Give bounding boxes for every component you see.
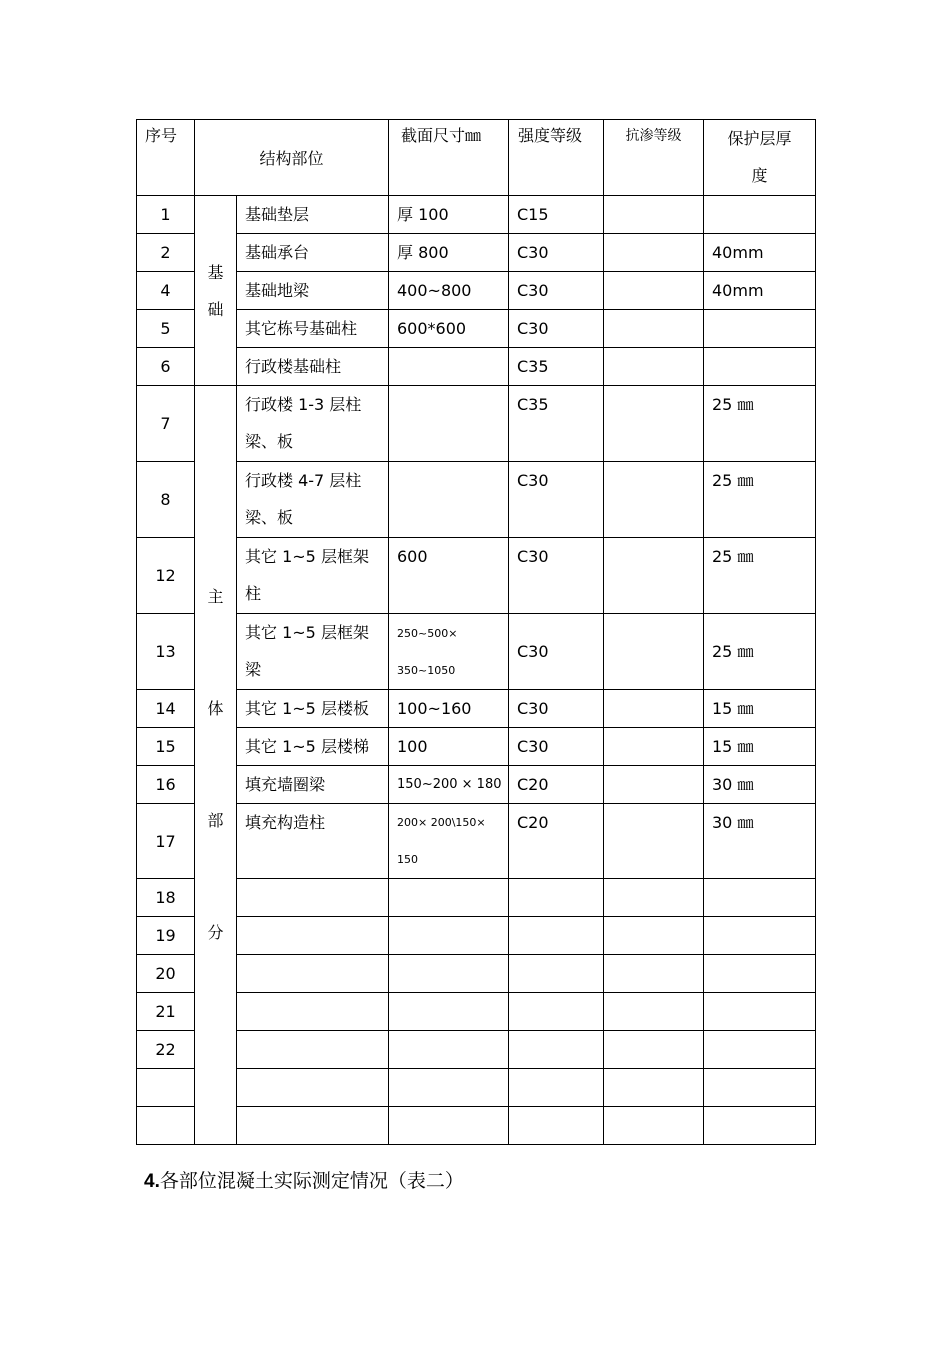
row-part	[237, 386, 389, 462]
row-cover: 30 ㎜	[704, 804, 816, 879]
row-section	[389, 879, 509, 917]
row-part-line2: 柱	[245, 584, 262, 603]
row-seq	[137, 1107, 195, 1145]
header-cover	[704, 120, 816, 196]
table-header-row	[137, 120, 816, 196]
row-imp	[604, 1069, 704, 1107]
row-strength	[509, 1107, 604, 1145]
section-number: 4.	[144, 1171, 160, 1192]
row-seq: 13	[137, 614, 195, 690]
row-section	[389, 386, 509, 462]
table-row	[137, 196, 816, 234]
row-cover	[704, 196, 816, 234]
row-section: 200× 200\150× 150	[389, 804, 509, 879]
row-cover: 15 ㎜	[704, 728, 816, 766]
table-row	[137, 690, 816, 728]
group-foundation-char: 础	[207, 299, 224, 319]
row-imp	[604, 766, 704, 804]
row-section	[389, 348, 509, 386]
row-seq: 2	[137, 234, 195, 272]
table-row	[137, 766, 816, 804]
row-part-line1: 其它 1~5 层框架	[245, 547, 369, 566]
row-section: 400~800	[389, 272, 509, 310]
row-seq: 6	[137, 348, 195, 386]
header-seq: 序号	[137, 120, 195, 196]
row-strength: C30	[509, 234, 604, 272]
row-part-line2: 梁	[245, 660, 262, 679]
row-cover: 25 ㎜	[704, 386, 816, 462]
row-imp	[604, 879, 704, 917]
row-cover	[704, 917, 816, 955]
row-imp	[604, 993, 704, 1031]
group-foundation	[195, 196, 237, 386]
row-part	[237, 879, 389, 917]
row-section: 150~200 × 180	[389, 766, 509, 804]
row-cover: 15 ㎜	[704, 690, 816, 728]
row-seq: 7	[137, 386, 195, 462]
row-imp	[604, 690, 704, 728]
row-imp	[604, 538, 704, 614]
row-section: 100	[389, 728, 509, 766]
table-row	[137, 538, 816, 614]
header-cover-line2: 度	[751, 166, 768, 185]
row-part: 行政楼基础柱	[237, 348, 389, 386]
row-imp	[604, 348, 704, 386]
row-section: 600*600	[389, 310, 509, 348]
table-row	[137, 234, 816, 272]
row-strength: C20	[509, 766, 604, 804]
row-section	[389, 1069, 509, 1107]
row-cover	[704, 879, 816, 917]
row-section: 厚 100	[389, 196, 509, 234]
row-section	[389, 1031, 509, 1069]
row-imp	[604, 462, 704, 538]
row-section	[389, 462, 509, 538]
row-cover: 30 ㎜	[704, 766, 816, 804]
table-row	[137, 462, 816, 538]
row-strength: C30	[509, 690, 604, 728]
row-imp	[604, 234, 704, 272]
table-row	[137, 386, 816, 462]
row-seq: 4	[137, 272, 195, 310]
row-part: 基础垫层	[237, 196, 389, 234]
row-part: 其它 1~5 层楼梯	[237, 728, 389, 766]
row-strength: C35	[509, 386, 604, 462]
row-section	[389, 955, 509, 993]
row-section: 250~500× 350~1050	[389, 614, 509, 690]
row-cover	[704, 1069, 816, 1107]
row-seq: 17	[137, 804, 195, 879]
row-strength: C30	[509, 538, 604, 614]
group-foundation-char: 基	[207, 262, 224, 282]
row-imp	[604, 917, 704, 955]
row-section	[389, 993, 509, 1031]
row-imp	[604, 1107, 704, 1145]
row-strength: C30	[509, 272, 604, 310]
row-part	[237, 538, 389, 614]
row-part	[237, 993, 389, 1031]
table-row	[137, 1107, 816, 1145]
table-row	[137, 272, 816, 310]
row-cover	[704, 310, 816, 348]
row-seq: 22	[137, 1031, 195, 1069]
row-strength	[509, 917, 604, 955]
row-cover: 40mm	[704, 234, 816, 272]
row-part	[237, 1031, 389, 1069]
row-seq: 1	[137, 196, 195, 234]
row-seq: 18	[137, 879, 195, 917]
row-imp	[604, 728, 704, 766]
row-strength: C30	[509, 310, 604, 348]
row-part-line1: 行政楼 1-3 层柱	[245, 395, 362, 414]
table-row	[137, 348, 816, 386]
row-section	[389, 1107, 509, 1145]
row-strength: C30	[509, 614, 604, 690]
row-strength: C30	[509, 462, 604, 538]
row-imp	[604, 272, 704, 310]
row-strength	[509, 1031, 604, 1069]
row-seq: 5	[137, 310, 195, 348]
row-imp	[604, 386, 704, 462]
row-part	[237, 614, 389, 690]
row-part	[237, 462, 389, 538]
row-imp	[604, 614, 704, 690]
row-part-line1: 其它 1~5 层框架	[245, 623, 369, 642]
table-row	[137, 310, 816, 348]
row-cover	[704, 955, 816, 993]
table-row	[137, 614, 816, 690]
row-part: 其它 1~5 层楼板	[237, 690, 389, 728]
row-cover: 25 ㎜	[704, 462, 816, 538]
table-row	[137, 879, 816, 917]
row-part: 填充墙圈梁	[237, 766, 389, 804]
header-section: 截面尺寸㎜	[389, 120, 509, 196]
row-imp	[604, 955, 704, 993]
row-imp	[604, 1031, 704, 1069]
row-imp	[604, 310, 704, 348]
row-seq: 21	[137, 993, 195, 1031]
header-part: 结构部位	[195, 120, 389, 196]
row-part	[237, 955, 389, 993]
row-section: 600	[389, 538, 509, 614]
row-seq: 19	[137, 917, 195, 955]
group-main-char: 部	[207, 811, 224, 830]
row-seq: 8	[137, 462, 195, 538]
table-row	[137, 728, 816, 766]
row-part-line2: 梁、板	[245, 508, 294, 527]
row-section	[389, 917, 509, 955]
row-part	[237, 917, 389, 955]
row-seq: 16	[137, 766, 195, 804]
header-cover-line1: 保护层厚	[727, 129, 792, 148]
group-main	[195, 386, 237, 1145]
row-strength: C35	[509, 348, 604, 386]
row-strength: C20	[509, 804, 604, 879]
row-strength: C30	[509, 728, 604, 766]
row-section: 厚 800	[389, 234, 509, 272]
row-part: 基础承台	[237, 234, 389, 272]
row-seq: 14	[137, 690, 195, 728]
group-main-char: 主	[207, 587, 224, 606]
row-imp	[604, 196, 704, 234]
row-part-line2: 梁、板	[245, 432, 294, 451]
row-part	[237, 1107, 389, 1145]
row-cover: 25 ㎜	[704, 614, 816, 690]
table-row	[137, 917, 816, 955]
table-row	[137, 993, 816, 1031]
header-strength: 强度等级	[509, 120, 604, 196]
group-main-char: 分	[207, 923, 224, 942]
row-strength	[509, 879, 604, 917]
row-seq: 15	[137, 728, 195, 766]
row-strength	[509, 993, 604, 1031]
row-seq: 12	[137, 538, 195, 614]
row-cover	[704, 348, 816, 386]
section-heading	[144, 1166, 464, 1193]
concrete-spec-table	[136, 119, 816, 1145]
row-seq	[137, 1069, 195, 1107]
row-imp	[604, 804, 704, 879]
row-strength	[509, 955, 604, 993]
table-row	[137, 804, 816, 879]
row-strength: C15	[509, 196, 604, 234]
row-cover	[704, 1031, 816, 1069]
table-row	[137, 1031, 816, 1069]
row-part	[237, 1069, 389, 1107]
group-main-char: 体	[207, 699, 224, 718]
row-part-line1: 行政楼 4-7 层柱	[245, 471, 362, 490]
row-cover: 25 ㎜	[704, 538, 816, 614]
header-impermeability: 抗渗等级	[604, 120, 704, 196]
row-section: 100~160	[389, 690, 509, 728]
row-strength	[509, 1069, 604, 1107]
row-part: 填充构造柱	[237, 804, 389, 879]
table-row	[137, 1069, 816, 1107]
row-cover: 40mm	[704, 272, 816, 310]
row-part: 其它栋号基础柱	[237, 310, 389, 348]
table-row	[137, 955, 816, 993]
row-cover	[704, 993, 816, 1031]
row-seq: 20	[137, 955, 195, 993]
row-part: 基础地梁	[237, 272, 389, 310]
section-title: 各部位混凝土实际测定情况（表二）	[159, 1170, 464, 1192]
row-cover	[704, 1107, 816, 1145]
